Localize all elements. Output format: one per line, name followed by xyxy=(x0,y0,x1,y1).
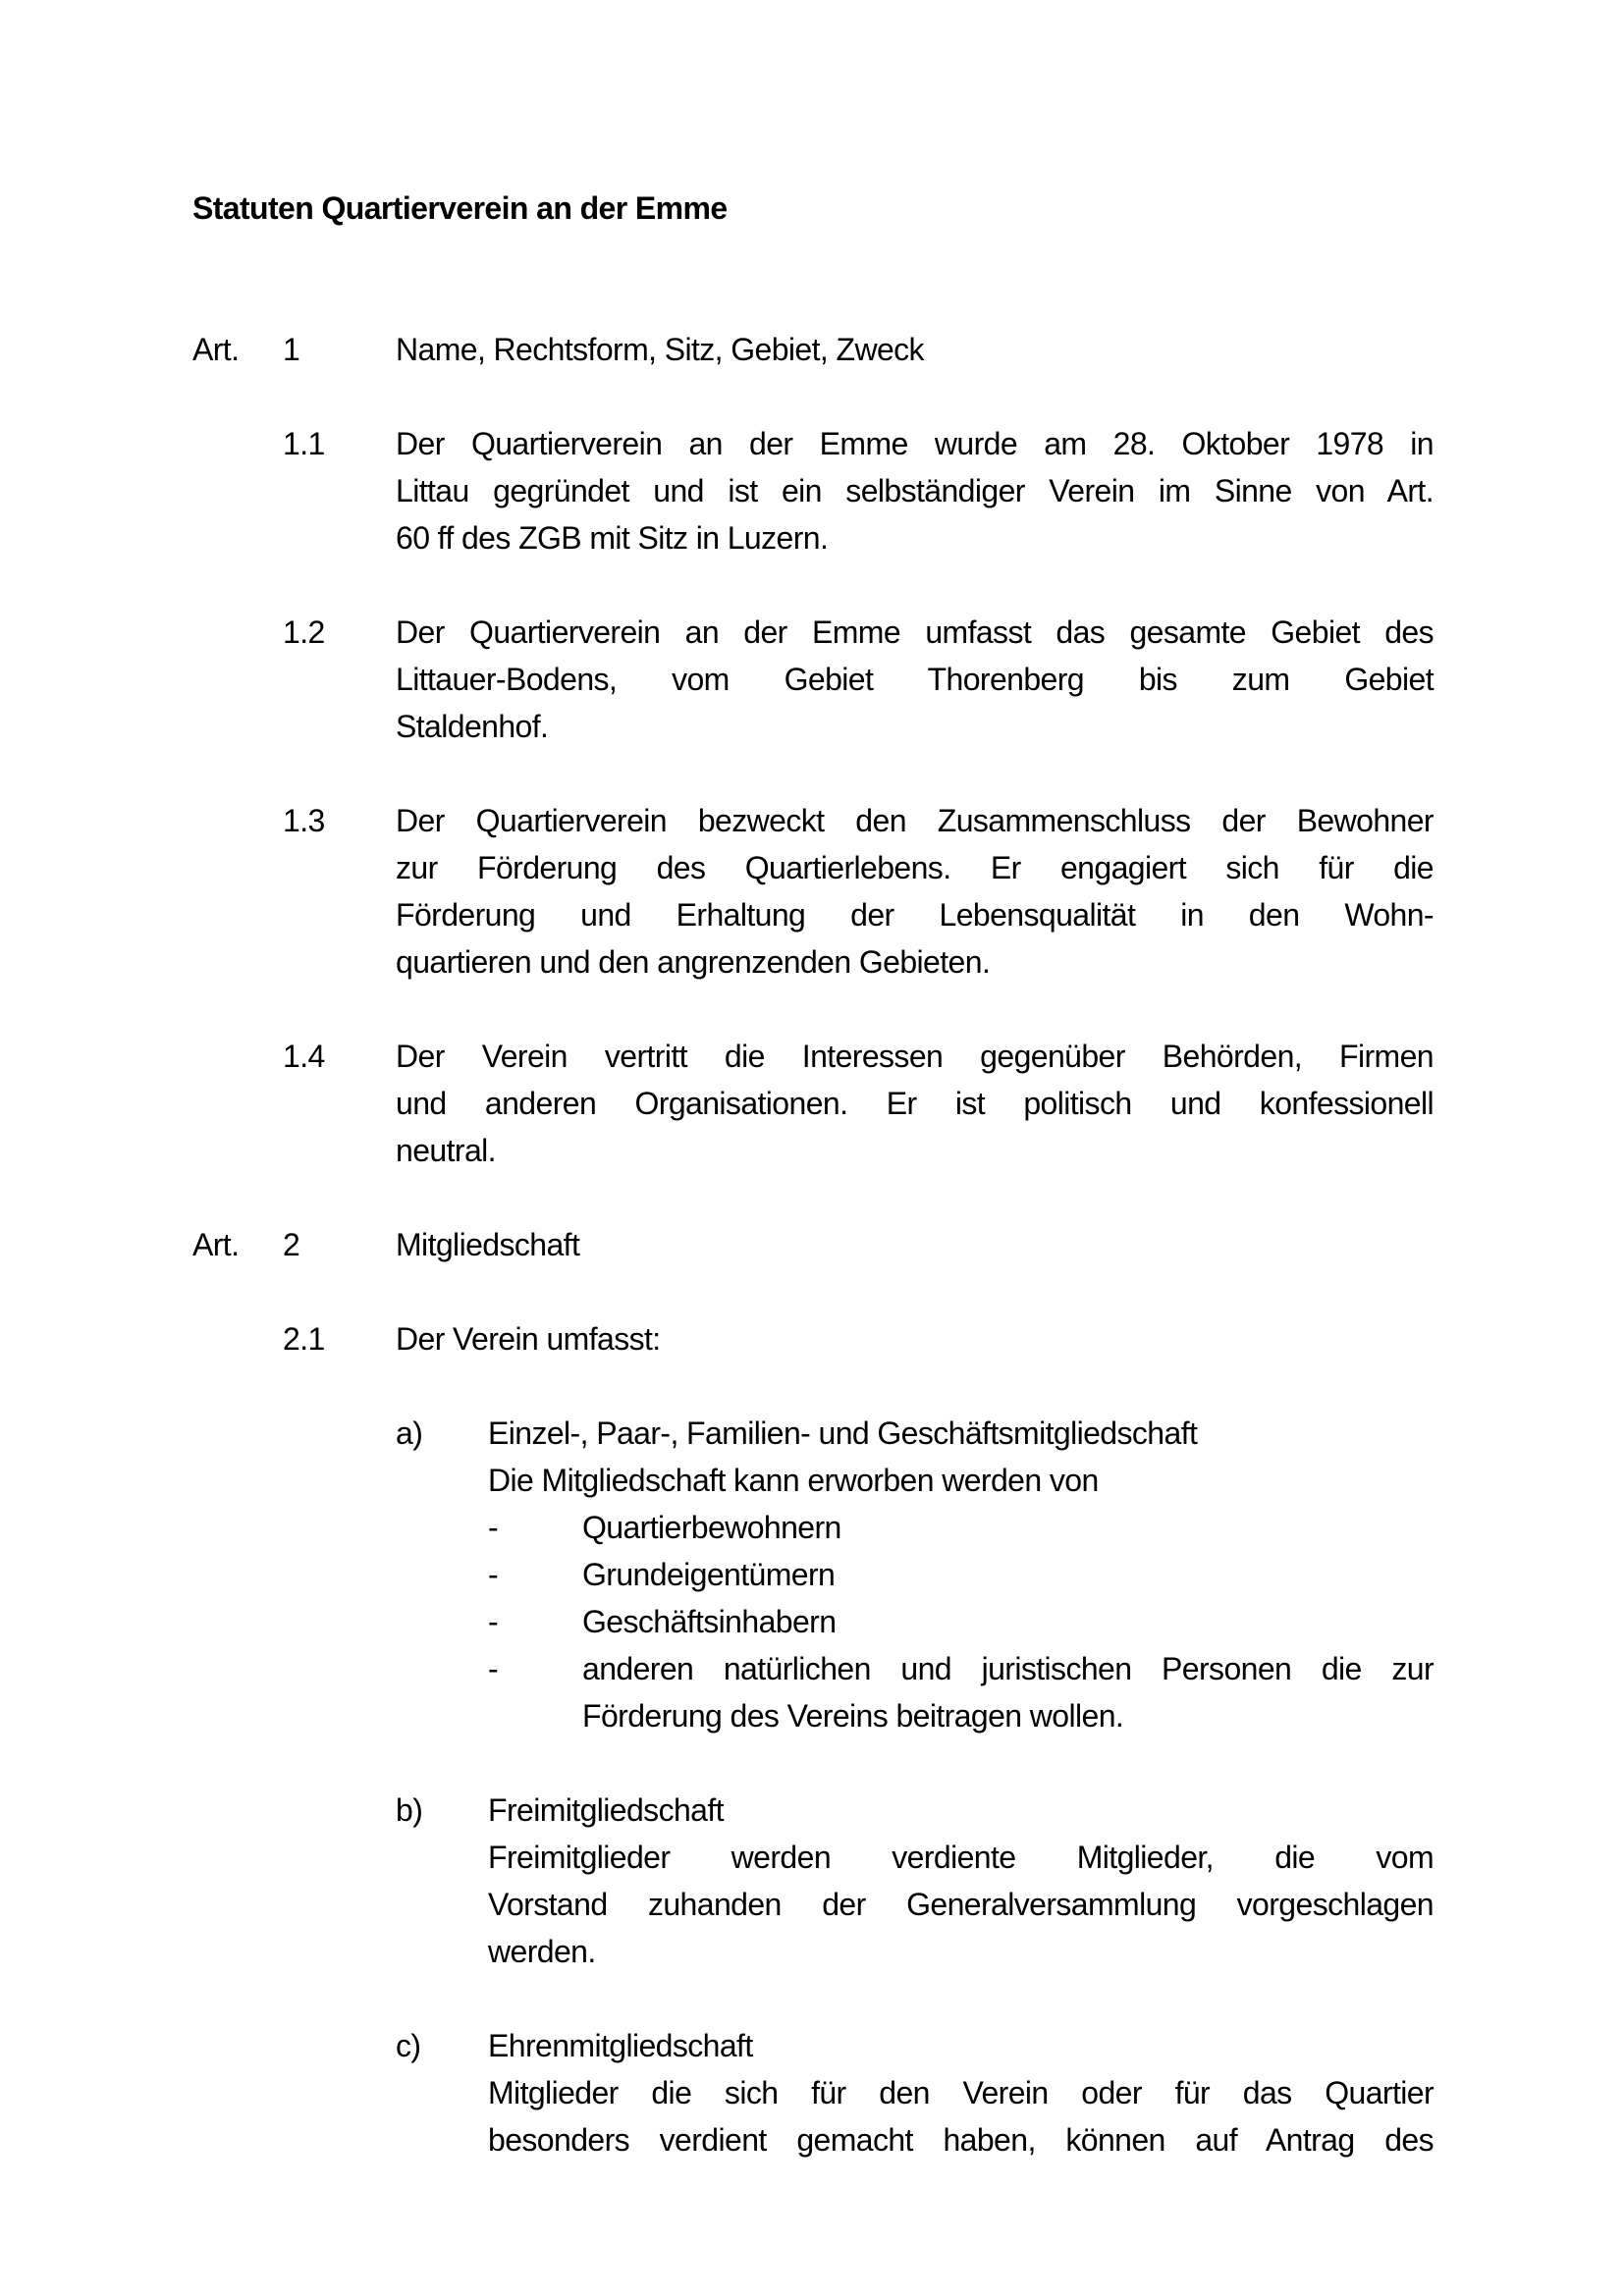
dash-item-text xyxy=(582,1645,1434,1739)
clause-text xyxy=(396,1315,1434,1362)
article-heading: Mitgliedschaft xyxy=(396,1227,580,1262)
dash-item-line: Geschäftsinhabern xyxy=(582,1604,837,1639)
dash-item-row xyxy=(488,1645,1434,1739)
article-number: 2 xyxy=(283,1227,300,1262)
clause-row xyxy=(192,1033,1434,1174)
letter-item-marker: a) xyxy=(396,1415,423,1451)
dash-marker: - xyxy=(488,1510,499,1545)
article-label: Art. xyxy=(192,1227,240,1262)
dash-item-line: Grundeigentümern xyxy=(582,1557,836,1592)
clause-line: Littauer-Bodens, vom Gebiet Thorenberg bis zum Gebiet xyxy=(396,662,1434,697)
clause-line: 60 ff des ZGB mit Sitz in Luzern. xyxy=(396,520,829,556)
letter-item-line: werden. xyxy=(488,1934,596,1969)
article-heading-row xyxy=(192,326,1434,373)
letter-item-text xyxy=(488,1787,1434,1975)
clause-text xyxy=(396,797,1434,986)
dash-item-text xyxy=(582,1504,1434,1551)
letter-item-line: Einzel-, Paar-, Familien- und Geschäftsmitgliedschaft xyxy=(488,1415,1198,1451)
clause-line: neutral. xyxy=(396,1133,496,1168)
clause-row xyxy=(192,609,1434,750)
dash-marker: - xyxy=(488,1604,499,1639)
dash-item-text xyxy=(582,1551,1434,1598)
clause-line: Littau gegründet und ist ein selbständiger Verein im Sinne von Art. xyxy=(396,473,1434,508)
dash-item-row xyxy=(488,1504,1434,1551)
clause-line: zur Förderung des Quartierlebens. Er engagiert sich für die xyxy=(396,850,1434,885)
clause-number: 1.1 xyxy=(283,426,325,461)
letter-item-line: Freimitglieder werden verdiente Mitglieder, die vom xyxy=(488,1840,1434,1875)
letter-item xyxy=(192,1410,1434,1739)
letter-item-line: Ehrenmitgliedschaft xyxy=(488,2028,753,2063)
letter-item-row xyxy=(396,2022,1434,2163)
letter-item-row xyxy=(396,1787,1434,1975)
letter-item-line: Die Mitgliedschaft kann erworben werden von xyxy=(488,1463,1099,1498)
clause-number: 1.4 xyxy=(283,1039,325,1074)
dash-item-line: Quartierbewohnern xyxy=(582,1510,841,1545)
dash-item-text xyxy=(582,1598,1434,1645)
clause-number: 1.2 xyxy=(283,614,325,650)
document-title: Statuten Quartierverein an der Emme xyxy=(192,190,728,226)
letter-item-line: Vorstand zuhanden der Generalversammlung vorgeschlagen xyxy=(488,1887,1434,1922)
clause-line: Staldenhof. xyxy=(396,709,549,744)
clause-text xyxy=(396,420,1434,561)
clause-line: Der Quartierverein bezweckt den Zusammenschluss der Bewohner xyxy=(396,803,1434,838)
dash-marker: - xyxy=(488,1651,499,1686)
clause-row xyxy=(192,797,1434,986)
clause-line: Förderung und Erhaltung der Lebensqualität in den Wohn- xyxy=(396,897,1434,933)
dash-item-row xyxy=(488,1551,1434,1598)
letter-item-row xyxy=(396,1410,1434,1504)
clause-row xyxy=(192,420,1434,561)
letter-item-marker: b) xyxy=(396,1792,423,1828)
clause-text xyxy=(396,609,1434,750)
clause-line: quartieren und den angrenzenden Gebieten. xyxy=(396,944,991,980)
article-label: Art. xyxy=(192,332,240,367)
letter-item-line: Freimitgliedschaft xyxy=(488,1792,724,1828)
article-number: 1 xyxy=(283,332,300,367)
clause-line: und anderen Organisationen. Er ist politisch und konfessionell xyxy=(396,1086,1434,1121)
clause-line: Der Quartierverein an der Emme wurde am 28. Oktober 1978 in xyxy=(396,426,1434,461)
article-heading: Name, Rechtsform, Sitz, Gebiet, Zweck xyxy=(396,332,924,367)
letter-item-text xyxy=(488,2022,1434,2163)
clause-line: Der Verein umfasst: xyxy=(396,1321,661,1357)
dash-item-line: anderen natürlichen und juristischen Personen die zur xyxy=(582,1651,1434,1686)
article-heading-row xyxy=(192,1221,1434,1268)
clause-text xyxy=(396,1033,1434,1174)
clause-row xyxy=(192,1315,1434,1362)
clause-line: Der Quartierverein an der Emme umfasst das gesamte Gebiet des xyxy=(396,614,1434,650)
clause-number: 1.3 xyxy=(283,803,325,838)
letter-item-text xyxy=(488,1410,1434,1504)
clause-line: Der Verein vertritt die Interessen gegenüber Behörden, Firmen xyxy=(396,1039,1434,1074)
letter-item-marker: c) xyxy=(396,2028,421,2063)
clause-number: 2.1 xyxy=(283,1321,325,1357)
dash-marker: - xyxy=(488,1557,499,1592)
letter-item-line: Mitglieder die sich für den Verein oder für das Quartier xyxy=(488,2075,1434,2110)
letter-item xyxy=(192,1787,1434,1975)
dash-item-line: Förderung des Vereins beitragen wollen. xyxy=(582,1698,1124,1734)
letter-item-line: besonders verdient gemacht haben, können auf Antrag des xyxy=(488,2122,1434,2158)
letter-item xyxy=(192,2022,1434,2163)
dash-item-row xyxy=(488,1598,1434,1645)
